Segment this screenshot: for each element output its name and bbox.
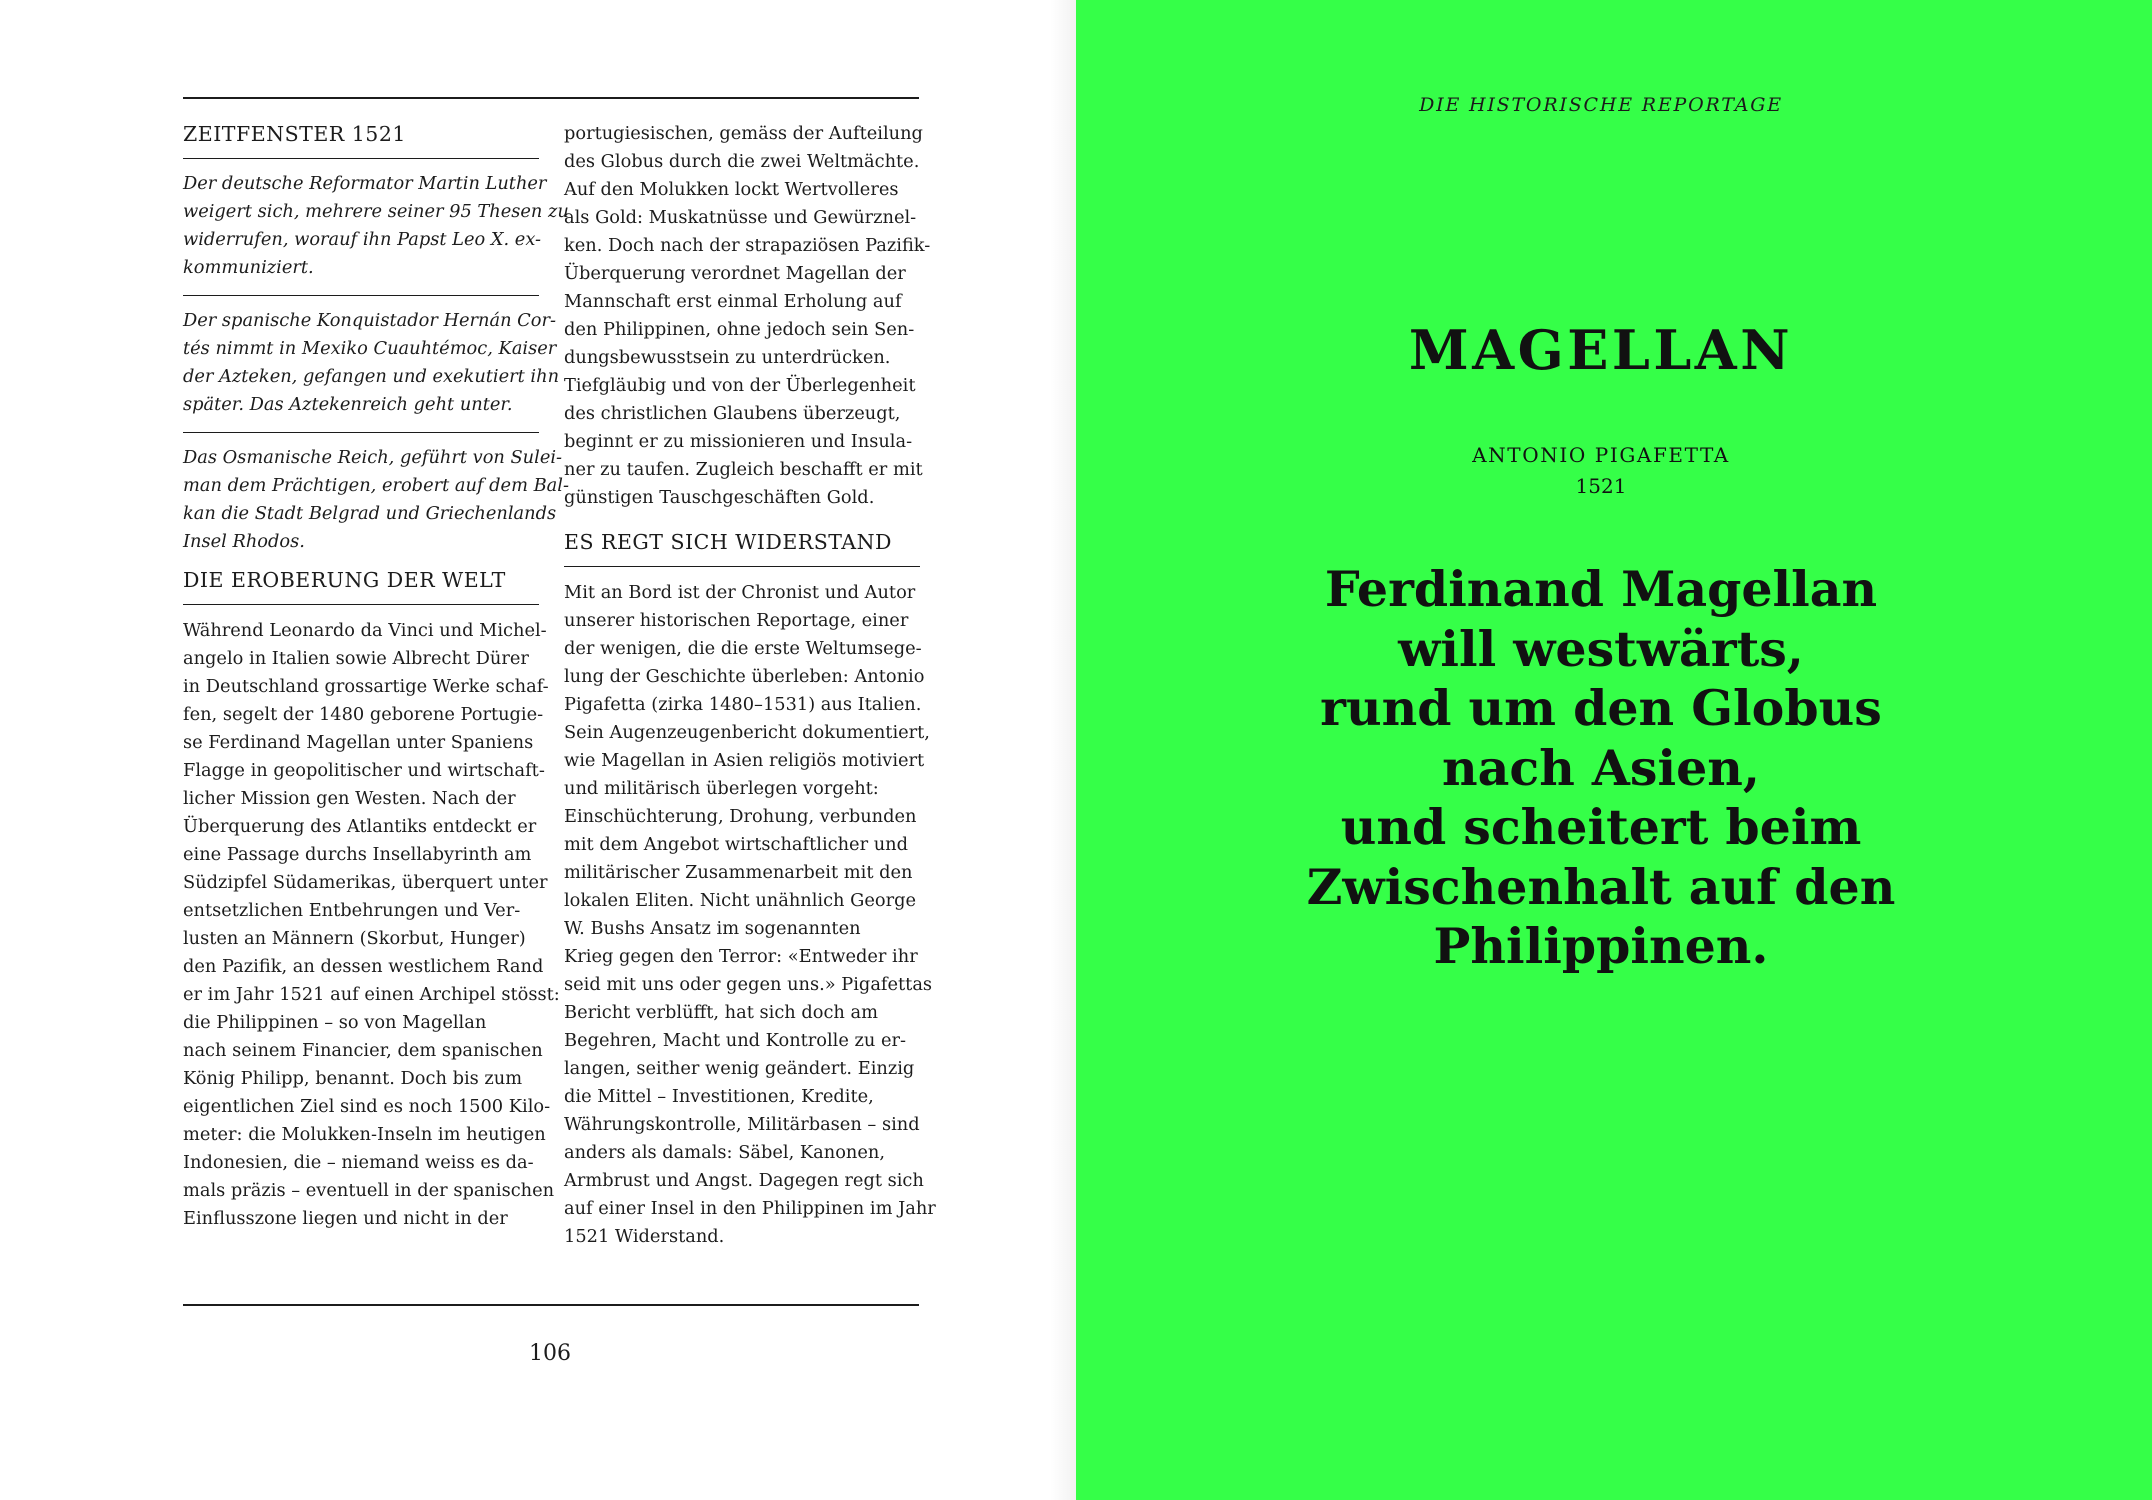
text-line: se Ferdinand Magellan unter Spaniens	[183, 732, 534, 753]
text-line: unserer historischen Reportage, einer	[564, 610, 909, 631]
text-line: der wenigen, die die erste Weltumsege-	[564, 638, 922, 659]
text-line: wie Magellan in Asien religiös motiviert	[564, 750, 925, 771]
text-line: lokalen Eliten. Nicht unähnlich George	[564, 890, 916, 911]
text-line: auf einer Insel in den Philippinen im Jahr	[564, 1198, 936, 1219]
text-line: lusten an Männern (Skorbut, Hunger)	[183, 928, 526, 949]
entry-line: Das Osmanische Reich, geführt von Sulei-	[183, 447, 563, 468]
lead-line: Ferdinand Magellan	[1324, 560, 1878, 618]
entry-line: Insel Rhodos.	[183, 531, 305, 552]
entry-line: Der deutsche Reformator Martin Luther	[183, 173, 547, 194]
text-line: lung der Geschichte überleben: Antonio	[564, 666, 925, 687]
text-line: dungsbewusstsein zu unterdrücken.	[564, 347, 891, 368]
entry-line: später. Das Aztekenreich geht unter.	[183, 394, 513, 415]
right-column	[564, 112, 936, 1251]
text-line: in Deutschland grossartige Werke schaf-	[183, 676, 549, 697]
timeline-entry-ottoman	[183, 433, 569, 566]
series-kicker: DIE HISTORISCHE REPORTAGE	[1419, 94, 1783, 116]
text-line: Währungskontrolle, Militärbasen – sind	[564, 1114, 920, 1135]
bottom-rule	[183, 1304, 919, 1306]
text-line: Sein Augenzeugenbericht dokumentiert,	[564, 722, 930, 743]
entry-line: widerrufen, worauf ihn Papst Leo X. ex-	[183, 229, 542, 250]
text-line: Bericht verblüfft, hat sich doch am	[564, 1002, 878, 1023]
text-line: Einschüchterung, Drohung, verbunden	[564, 806, 917, 827]
text-line: eigentlichen Ziel sind es noch 1500 Kilo-	[183, 1096, 551, 1117]
text-line: Tiefgläubig und von der Überlegenheit	[564, 375, 916, 396]
text-line: die Philippinen – so von Magellan	[183, 1012, 487, 1033]
timeline-entry-luther	[183, 159, 569, 296]
sidebar-heading: ZEITFENSTER 1521	[183, 112, 539, 159]
text-line: Mit an Bord ist der Chronist und Autor	[564, 582, 916, 603]
lead-line: Zwischenhalt auf den	[1306, 857, 1896, 916]
text-line: mals präzis – eventuell in der spanischen	[183, 1180, 555, 1201]
text-line: Indonesien, die – niemand weiss es da-	[183, 1152, 534, 1173]
article-title: MAGELLAN	[1408, 318, 1794, 382]
text-line: Überquerung verordnet Magellan der	[564, 263, 906, 284]
text-line: 1521 Widerstand.	[564, 1226, 725, 1247]
body-text-resistance	[564, 567, 936, 1251]
text-line: ken. Doch nach der strapaziösen Pazifik-	[564, 235, 931, 256]
text-line: mit dem Angebot wirtschaftlicher und	[564, 834, 909, 855]
text-line: die Mittel – Investitionen, Kredite,	[564, 1086, 874, 1107]
text-line: Krieg gegen den Terror: «Entweder ihr	[564, 946, 918, 967]
gutter-shadow	[1050, 0, 1076, 1500]
lead-text	[1076, 560, 2126, 977]
lead-line: will westwärts,	[1398, 619, 1804, 678]
text-line: anders als damals: Säbel, Kanonen,	[564, 1142, 886, 1163]
text-line: günstigen Tauschgeschäften Gold.	[564, 487, 875, 508]
text-line: fen, segelt der 1480 geborene Portugie-	[183, 704, 544, 725]
right-page-title-spread	[1076, 0, 2152, 1500]
text-line: Mannschaft erst einmal Erholung auf	[564, 291, 902, 312]
section-heading-resistance: ES REGT SICH WIDERSTAND	[564, 528, 920, 567]
entry-line: kan die Stadt Belgrad und Griechenlands	[183, 503, 557, 524]
author-name: ANTONIO PIGAFETTA	[1472, 443, 1730, 467]
text-line: des christlichen Glaubens überzeugt,	[564, 403, 901, 424]
entry-line: weigert sich, mehrere seiner 95 Thesen zu	[183, 201, 569, 222]
entry-line: man dem Prächtigen, erobert auf dem Bal-	[183, 475, 569, 496]
text-line: Pigafetta (zirka 1480–1531) aus Italien.	[564, 694, 922, 715]
text-line: des Globus durch die zwei Weltmächte.	[564, 151, 920, 172]
text-line: König Philipp, benannt. Doch bis zum	[183, 1068, 523, 1089]
left-column	[183, 112, 569, 1233]
section-heading-conquest: DIE EROBERUNG DER WELT	[183, 566, 539, 605]
text-line: angelo in Italien sowie Albrecht Dürer	[183, 648, 529, 669]
lead-line: Philippinen.	[1433, 917, 1769, 975]
text-line: und militärisch überlegen vorgeht:	[564, 778, 879, 799]
text-line: er im Jahr 1521 auf einen Archipel stösst:	[183, 984, 560, 1005]
lead-line: nach Asien,	[1442, 738, 1760, 797]
text-line: Begehren, Macht und Kontrolle zu er-	[564, 1030, 907, 1051]
entry-line: tés nimmt in Mexiko Cuauhtémoc, Kaiser	[183, 338, 557, 359]
text-line: Armbrust und Angst. Dagegen regt sich	[564, 1170, 924, 1191]
timeline-entry-cortes	[183, 296, 560, 433]
text-line: als Gold: Muskatnüsse und Gewürznel-	[564, 207, 917, 228]
body-text-conquest	[183, 605, 560, 1233]
lead-line: rund um den Globus	[1320, 679, 1882, 737]
text-line: portugiesischen, gemäss der Aufteilung	[564, 123, 923, 144]
text-line: langen, seither wenig geändert. Einzig	[564, 1058, 915, 1079]
body-text-conquest-continued	[564, 112, 931, 526]
text-line: licher Mission gen Westen. Nach der	[183, 788, 516, 809]
text-line: beginnt er zu missionieren und Insula-	[564, 431, 913, 452]
text-line: W. Bushs Ansatz im sogenannten	[564, 918, 861, 939]
text-line: Während Leonardo da Vinci und Michel-	[183, 620, 547, 641]
entry-line: kommuniziert.	[183, 257, 314, 278]
text-line: entsetzlichen Entbehrungen und Ver-	[183, 900, 521, 921]
text-line: eine Passage durchs Insellabyrinth am	[183, 844, 532, 865]
text-line: militärischer Zusammenarbeit mit den	[564, 862, 913, 883]
page-number: 106	[529, 1341, 571, 1366]
lead-line: und scheitert beim	[1340, 798, 1862, 856]
article-year: 1521	[1575, 474, 1627, 498]
text-line: Auf den Molukken lockt Wertvolleres	[564, 179, 899, 200]
text-line: ner zu taufen. Zugleich beschafft er mit	[564, 459, 923, 480]
entry-line: der Azteken, gefangen und exekutiert ihn	[183, 366, 560, 387]
text-line: den Philippinen, ohne jedoch sein Sen-	[564, 319, 915, 340]
text-line: Flagge in geopolitischer und wirtschaft-	[183, 760, 545, 781]
text-line: Südzipfel Südamerikas, überquert unter	[183, 872, 548, 893]
text-line: meter: die Molukken-Inseln im heutigen	[183, 1124, 546, 1145]
text-line: seid mit uns oder gegen uns.» Pigafettas	[564, 974, 933, 995]
entry-line: Der spanische Konquistador Hernán Cor-	[183, 310, 556, 331]
top-rule	[183, 97, 919, 99]
text-line: nach seinem Financier, dem spanischen	[183, 1040, 543, 1061]
text-line: Einflusszone liegen und nicht in der	[183, 1208, 508, 1229]
text-line: den Pazifik, an dessen westlichem Rand	[183, 956, 544, 977]
text-line: Überquerung des Atlantiks entdeckt er	[183, 816, 537, 837]
